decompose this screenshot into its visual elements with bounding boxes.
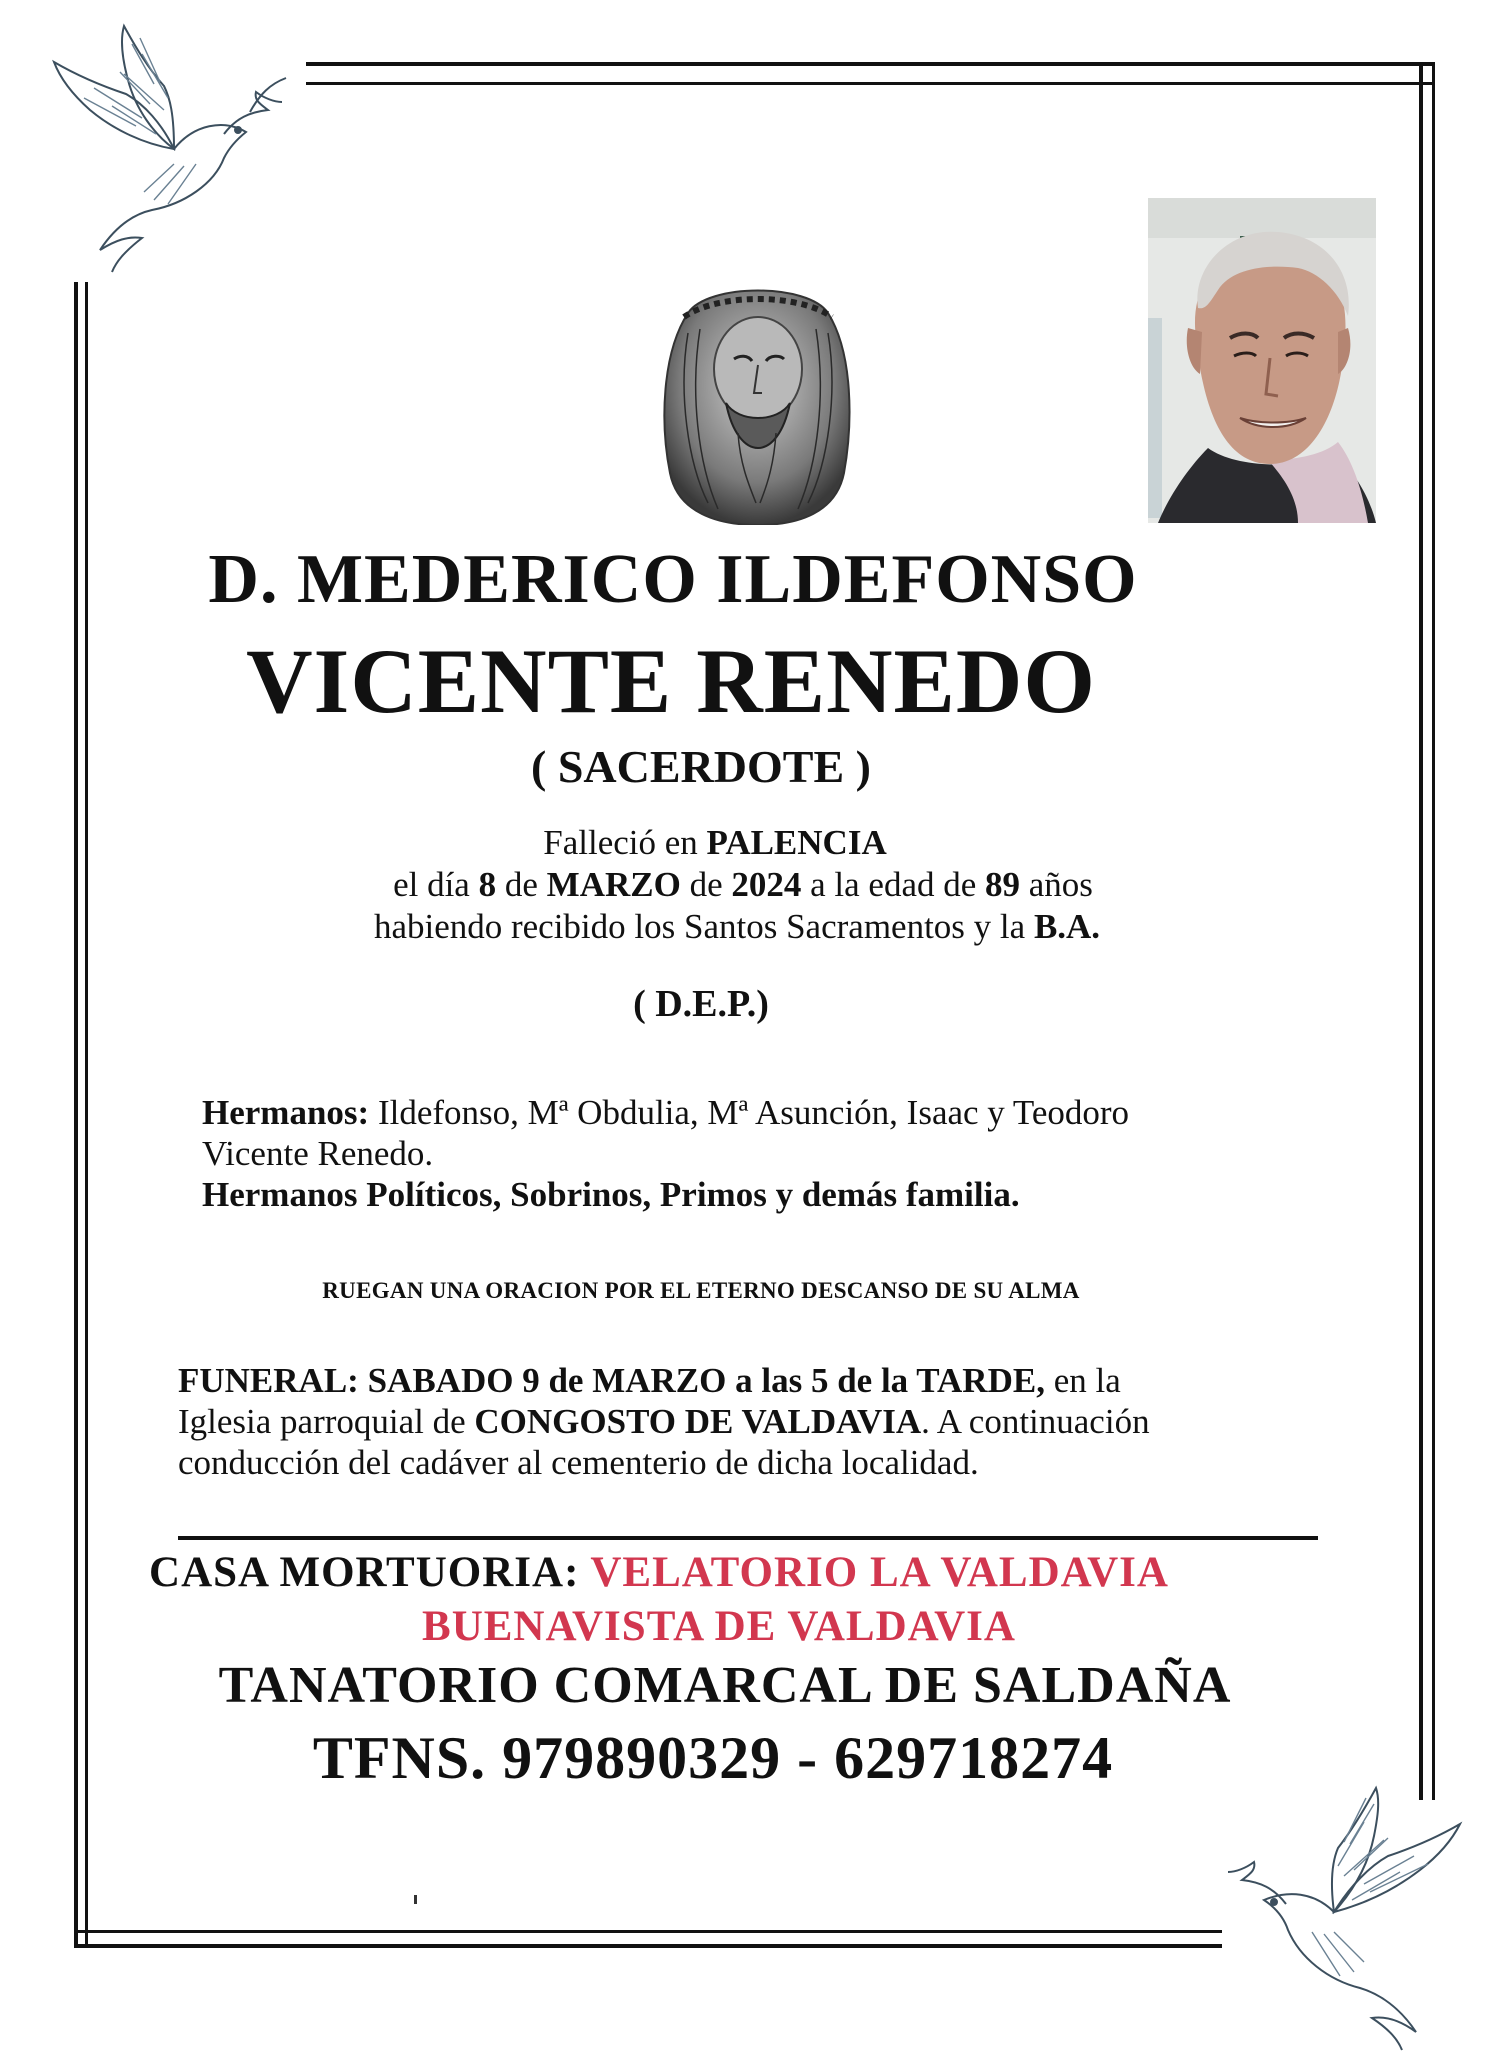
divider	[178, 1536, 1318, 1540]
phone-numbers: TFNS. 979890329 - 629718274	[312, 1725, 1114, 1791]
funeral-home-line: CASA MORTUORIA: VELATORIO LA VALDAVIA	[149, 1549, 1169, 1596]
funeral-home-location: BUENAVISTA DE VALDAVIA	[422, 1603, 1016, 1650]
siblings-line-cont: Vicente Renedo.	[202, 1134, 434, 1173]
dove-icon	[24, 14, 294, 274]
other-relatives: Hermanos Políticos, Sobrinos, Primos y demás familia.	[202, 1175, 1020, 1214]
death-place-line: Falleció en PALENCIA	[543, 823, 887, 862]
deceased-name-line1: D. MEDERICO ILDEFONSO	[208, 541, 1138, 618]
stray-mark	[414, 1895, 417, 1904]
portrait-photo	[1148, 198, 1376, 523]
prayer-request: RUEGAN UNA ORACION POR EL ETERNO DESCANSO DE SU ALMA	[322, 1278, 1080, 1303]
sacraments-line: habiendo recibido los Santos Sacramentos y la B.A.	[373, 907, 1101, 946]
death-date-line: el día 8 de MARZO de 2024 a la edad de 89 años	[393, 865, 1093, 904]
funeral-line3: conducción del cadáver al cementerio de dicha localidad.	[178, 1443, 979, 1482]
funeral-home-name: TANATORIO COMARCAL DE SALDAÑA	[218, 1657, 1232, 1714]
funeral-line1: FUNERAL: SABADO 9 de MARZO a las 5 de la TARDE, en la	[178, 1361, 1121, 1400]
funeral-block	[178, 1360, 1308, 1483]
family-block	[202, 1092, 1302, 1215]
dep-text: ( D.E.P.)	[633, 983, 769, 1025]
funeral-line2: Iglesia parroquial de CONGOSTO DE VALDAVIA. A continuación	[178, 1402, 1150, 1441]
christ-icon	[648, 273, 866, 525]
siblings-line: Hermanos: Ildefonso, Mª Obdulia, Mª Asunción, Isaac y Teodoro	[202, 1093, 1130, 1132]
deceased-name-line2: VICENTE RENEDO	[246, 630, 1096, 732]
dove-icon	[1224, 1782, 1494, 2052]
deceased-role: ( SACERDOTE )	[531, 741, 871, 792]
